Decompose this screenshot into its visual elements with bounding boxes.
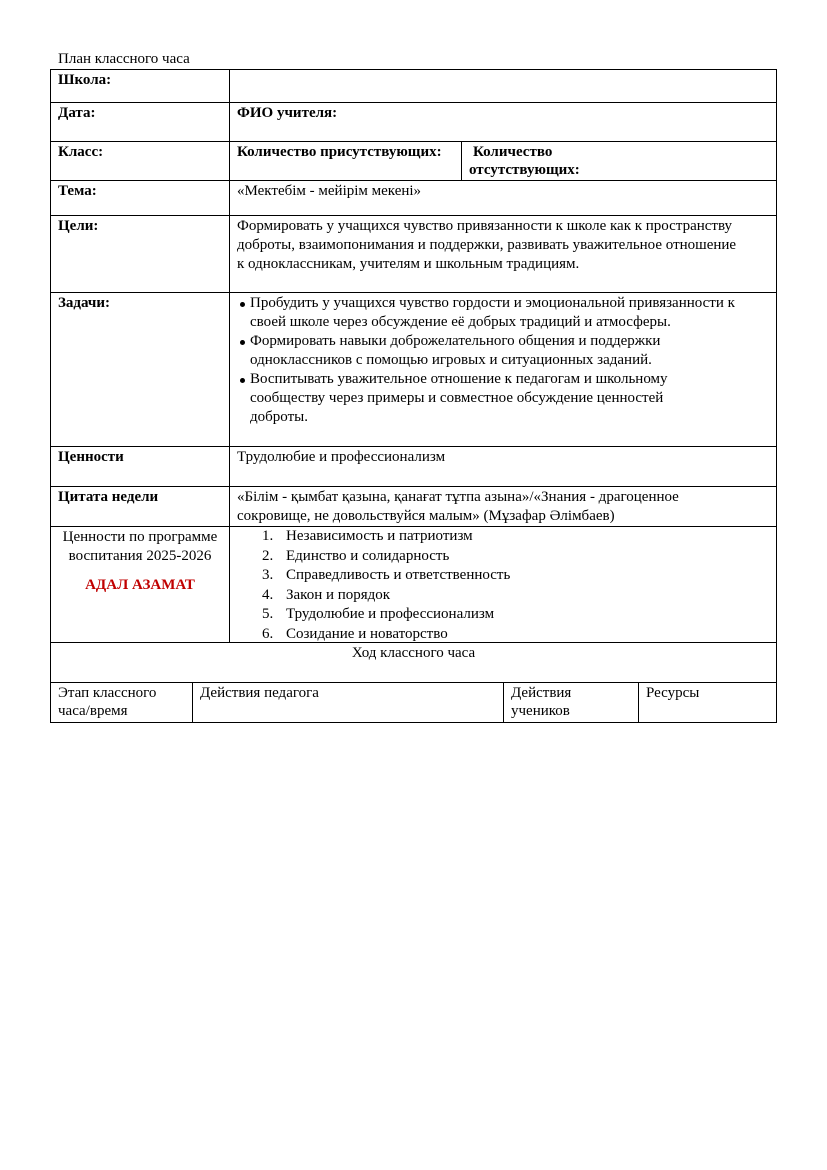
task-item: Пробудить у учащихся чувство гордости и эмоциональной привязанности к своей школе через обсуждение её добрых традиций и атмосферы. (237, 294, 762, 332)
task-item: Формировать навыки доброжелательного общения и поддержки одноклассников с помощью игровых и ситуационных заданий. (237, 332, 762, 370)
brand-title: АДАЛ АЗАМАТ (85, 577, 195, 593)
header-stage: Этап классного часа/время (58, 685, 157, 719)
present-count-label: Количество присутствующих: (237, 144, 442, 160)
date-label: Дата: (58, 105, 96, 121)
program-value-item: 6. Созидание и новаторство (262, 625, 448, 642)
school-value[interactable] (230, 70, 776, 102)
quote-label: Цитата недели (58, 489, 159, 505)
header-teacher-actions: Действия педагога (200, 685, 319, 701)
topic-label: Тема: (58, 183, 97, 199)
col-border (776, 69, 777, 723)
values-label: Ценности (58, 449, 124, 465)
program-values-list (237, 527, 769, 644)
header-student-actions: Действия учеников (511, 685, 572, 719)
quote-value: «Білім - қымбат қазына, қанағат тұтпа азына»/«Знания - драгоценное сокровище, не довольствуйся малым» (Мұзафар Әлімбаев) (237, 489, 679, 524)
school-label: Школа: (58, 72, 112, 88)
task-item: Воспитывать уважительное отношение к педагогам и школьному сообществу через примеры и совместное обсуждение ценностей доброты. (237, 370, 762, 427)
program-value-item: 4. Закон и порядок (262, 586, 391, 603)
program-cell (51, 527, 229, 596)
document-caption: План классного часа (58, 51, 190, 67)
program-value-item: 2. Единство и солидарность (262, 547, 450, 564)
row-border (50, 722, 777, 723)
goals-label: Цели: (58, 218, 99, 234)
program-value-item: 3. Справедливость и ответственность (262, 567, 511, 583)
values-value: Трудолюбие и профессионализм (237, 449, 446, 465)
program-values-cell (230, 527, 776, 645)
header-resources: Ресурсы (646, 685, 700, 701)
col-border (50, 69, 51, 723)
absent-count-label: Количество отсутствующих: (469, 144, 580, 178)
tasks-list-cell (230, 293, 776, 428)
topic-value: «Мектебім - мейірім мекені» (237, 183, 422, 199)
tasks-label: Задачи: (58, 295, 111, 311)
program-value-item: 5. Трудолюбие и профессионализм (262, 606, 495, 622)
goals-value: Формировать у учащихся чувство привязанности к школе как к пространству доброты, взаимопонимания и поддержки, развивать уважительное отношение к одноклассникам, учителям и школьным традициям. (237, 218, 737, 272)
teacher-label: ФИО учителя: (237, 105, 338, 121)
program-value-item: 1. Независимость и патриотизм (262, 528, 473, 544)
tasks-list (237, 294, 762, 427)
program-label: Ценности по программе воспитания 2025-2026 (62, 529, 218, 564)
progress-title: Ход классного часа (351, 645, 476, 661)
class-label: Класс: (58, 144, 104, 160)
